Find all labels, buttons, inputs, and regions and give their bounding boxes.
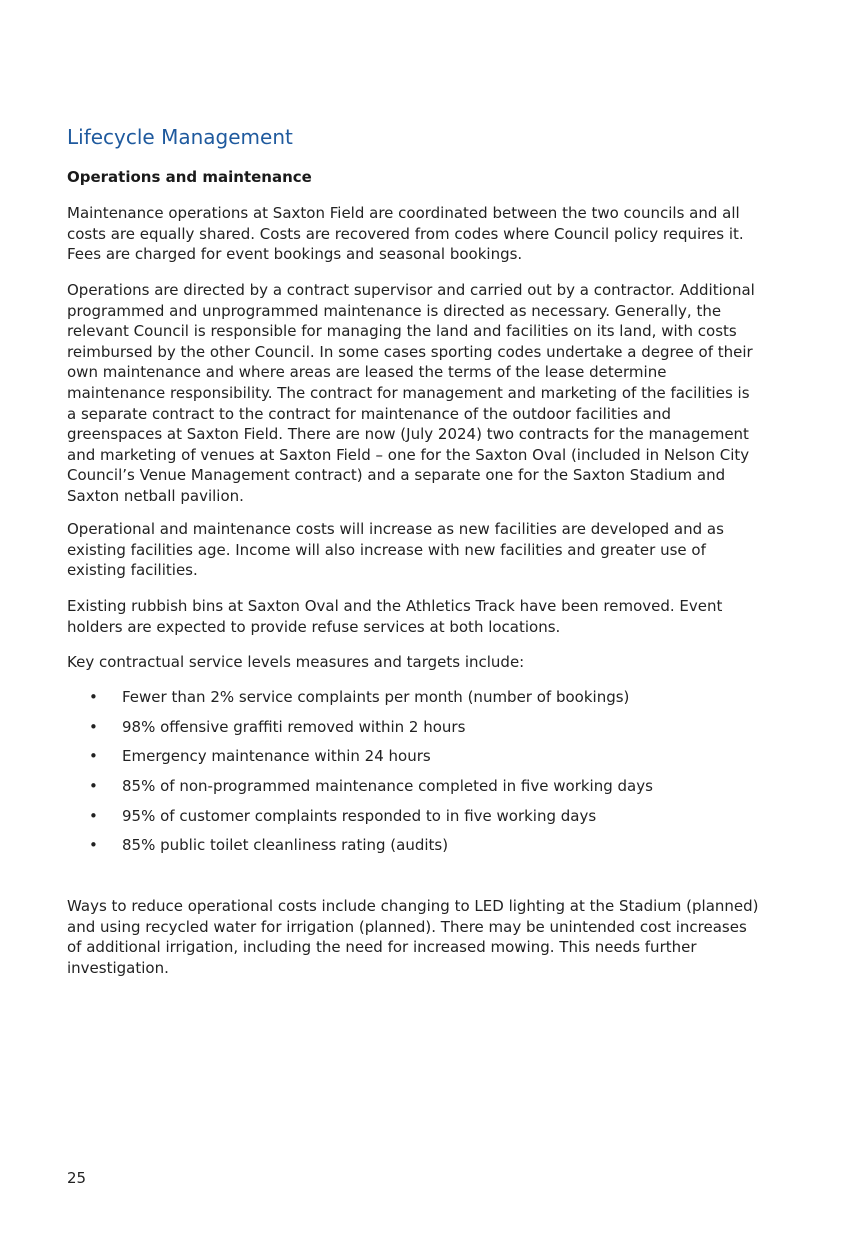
page-number: 25 <box>67 1169 87 1187</box>
paragraph-line: investigation. <box>67 958 169 977</box>
paragraph-service-levels-intro <box>67 652 795 673</box>
paragraph-line: Ways to reduce operational costs include changing to LED lighting at the Stadium (planned) <box>67 897 759 915</box>
list-item <box>67 746 795 776</box>
list-item <box>67 687 795 717</box>
list-item <box>67 806 795 836</box>
paragraph-line: Saxton netball pavilion. <box>67 486 244 505</box>
list-item-text: 85% public toilet cleanliness rating (audits) <box>122 836 449 855</box>
paragraph-line: existing facilities. <box>67 561 198 580</box>
bullet-icon: • <box>89 836 98 855</box>
paragraph-line: Maintenance operations at Saxton Field are coordinated between the two councils and all <box>67 204 740 222</box>
bullet-icon: • <box>89 688 98 706</box>
bullet-icon: • <box>89 747 98 766</box>
paragraph-line: relevant Council is responsible for managing the land and facilities on its land, with costs <box>67 322 737 341</box>
paragraph-line: costs are equally shared. Costs are recovered from codes where Council policy requires it. <box>67 224 744 243</box>
paragraph-costs-increase <box>67 519 795 581</box>
paragraph-line: Operational and maintenance costs will increase as new facilities are developed and as <box>67 520 724 538</box>
list-item-text: Emergency maintenance within 24 hours <box>122 747 431 766</box>
list-item-text: 98% offensive graffiti removed within 2 hours <box>122 717 466 736</box>
paragraph-maintenance-operations <box>67 203 795 265</box>
list-item <box>67 717 795 747</box>
paragraph-line: Key contractual service levels measures and targets include: <box>67 653 525 671</box>
paragraph-line: maintenance responsibility. The contract for management and marketing of the facilities is <box>67 383 750 402</box>
service-levels-list <box>67 687 795 865</box>
paragraph-reduce-costs <box>67 896 795 978</box>
paragraph-line: and using recycled water for irrigation (planned). There may be unintended cost increases <box>67 917 747 936</box>
paragraph-line: own maintenance and where areas are leased the terms of the lease determine <box>67 363 667 382</box>
paragraph-line: a separate contract to the contract for maintenance of the outdoor facilities and <box>67 404 672 423</box>
list-item <box>67 776 795 806</box>
paragraph-line: and marketing of venues at Saxton Field – one for the Saxton Oval (included in Nelson City <box>67 445 750 464</box>
bullet-icon: • <box>89 806 98 825</box>
paragraph-line: Council’s Venue Management contract) and a separate one for the Saxton Stadium and <box>67 466 726 485</box>
paragraph-line: Fees are charged for event bookings and seasonal bookings. <box>67 245 523 264</box>
paragraph-line: holders are expected to provide refuse services at both locations. <box>67 617 561 636</box>
paragraph-line: reimbursed by the other Council. In some cases sporting codes undertake a degree of their <box>67 342 753 361</box>
paragraph-line: of additional irrigation, including the need for increased mowing. This needs further <box>67 938 697 957</box>
paragraph-line: programmed and unprogrammed maintenance is directed as necessary. Generally, the <box>67 301 722 320</box>
list-item-text: 95% of customer complaints responded to in five working days <box>122 806 597 825</box>
list-item-text: 85% of non-programmed maintenance completed in five working days <box>122 777 653 796</box>
section-heading: Lifecycle Management <box>67 125 293 149</box>
bullet-icon: • <box>89 717 98 736</box>
paragraph-operations-directed <box>67 280 795 507</box>
paragraph-line: Operations are directed by a contract supervisor and carried out by a contractor. Additional <box>67 281 755 299</box>
list-item <box>67 835 795 865</box>
subsection-heading: Operations and maintenance <box>67 168 312 186</box>
bullet-icon: • <box>89 777 98 796</box>
list-item-text: Fewer than 2% service complaints per month (number of bookings) <box>122 688 630 706</box>
paragraph-rubbish-bins <box>67 596 795 637</box>
paragraph-line: greenspaces at Saxton Field. There are now (July 2024) two contracts for the management <box>67 425 749 444</box>
paragraph-line: existing facilities age. Income will also increase with new facilities and greater use of <box>67 540 706 559</box>
paragraph-line: Existing rubbish bins at Saxton Oval and the Athletics Track have been removed. Event <box>67 597 723 615</box>
